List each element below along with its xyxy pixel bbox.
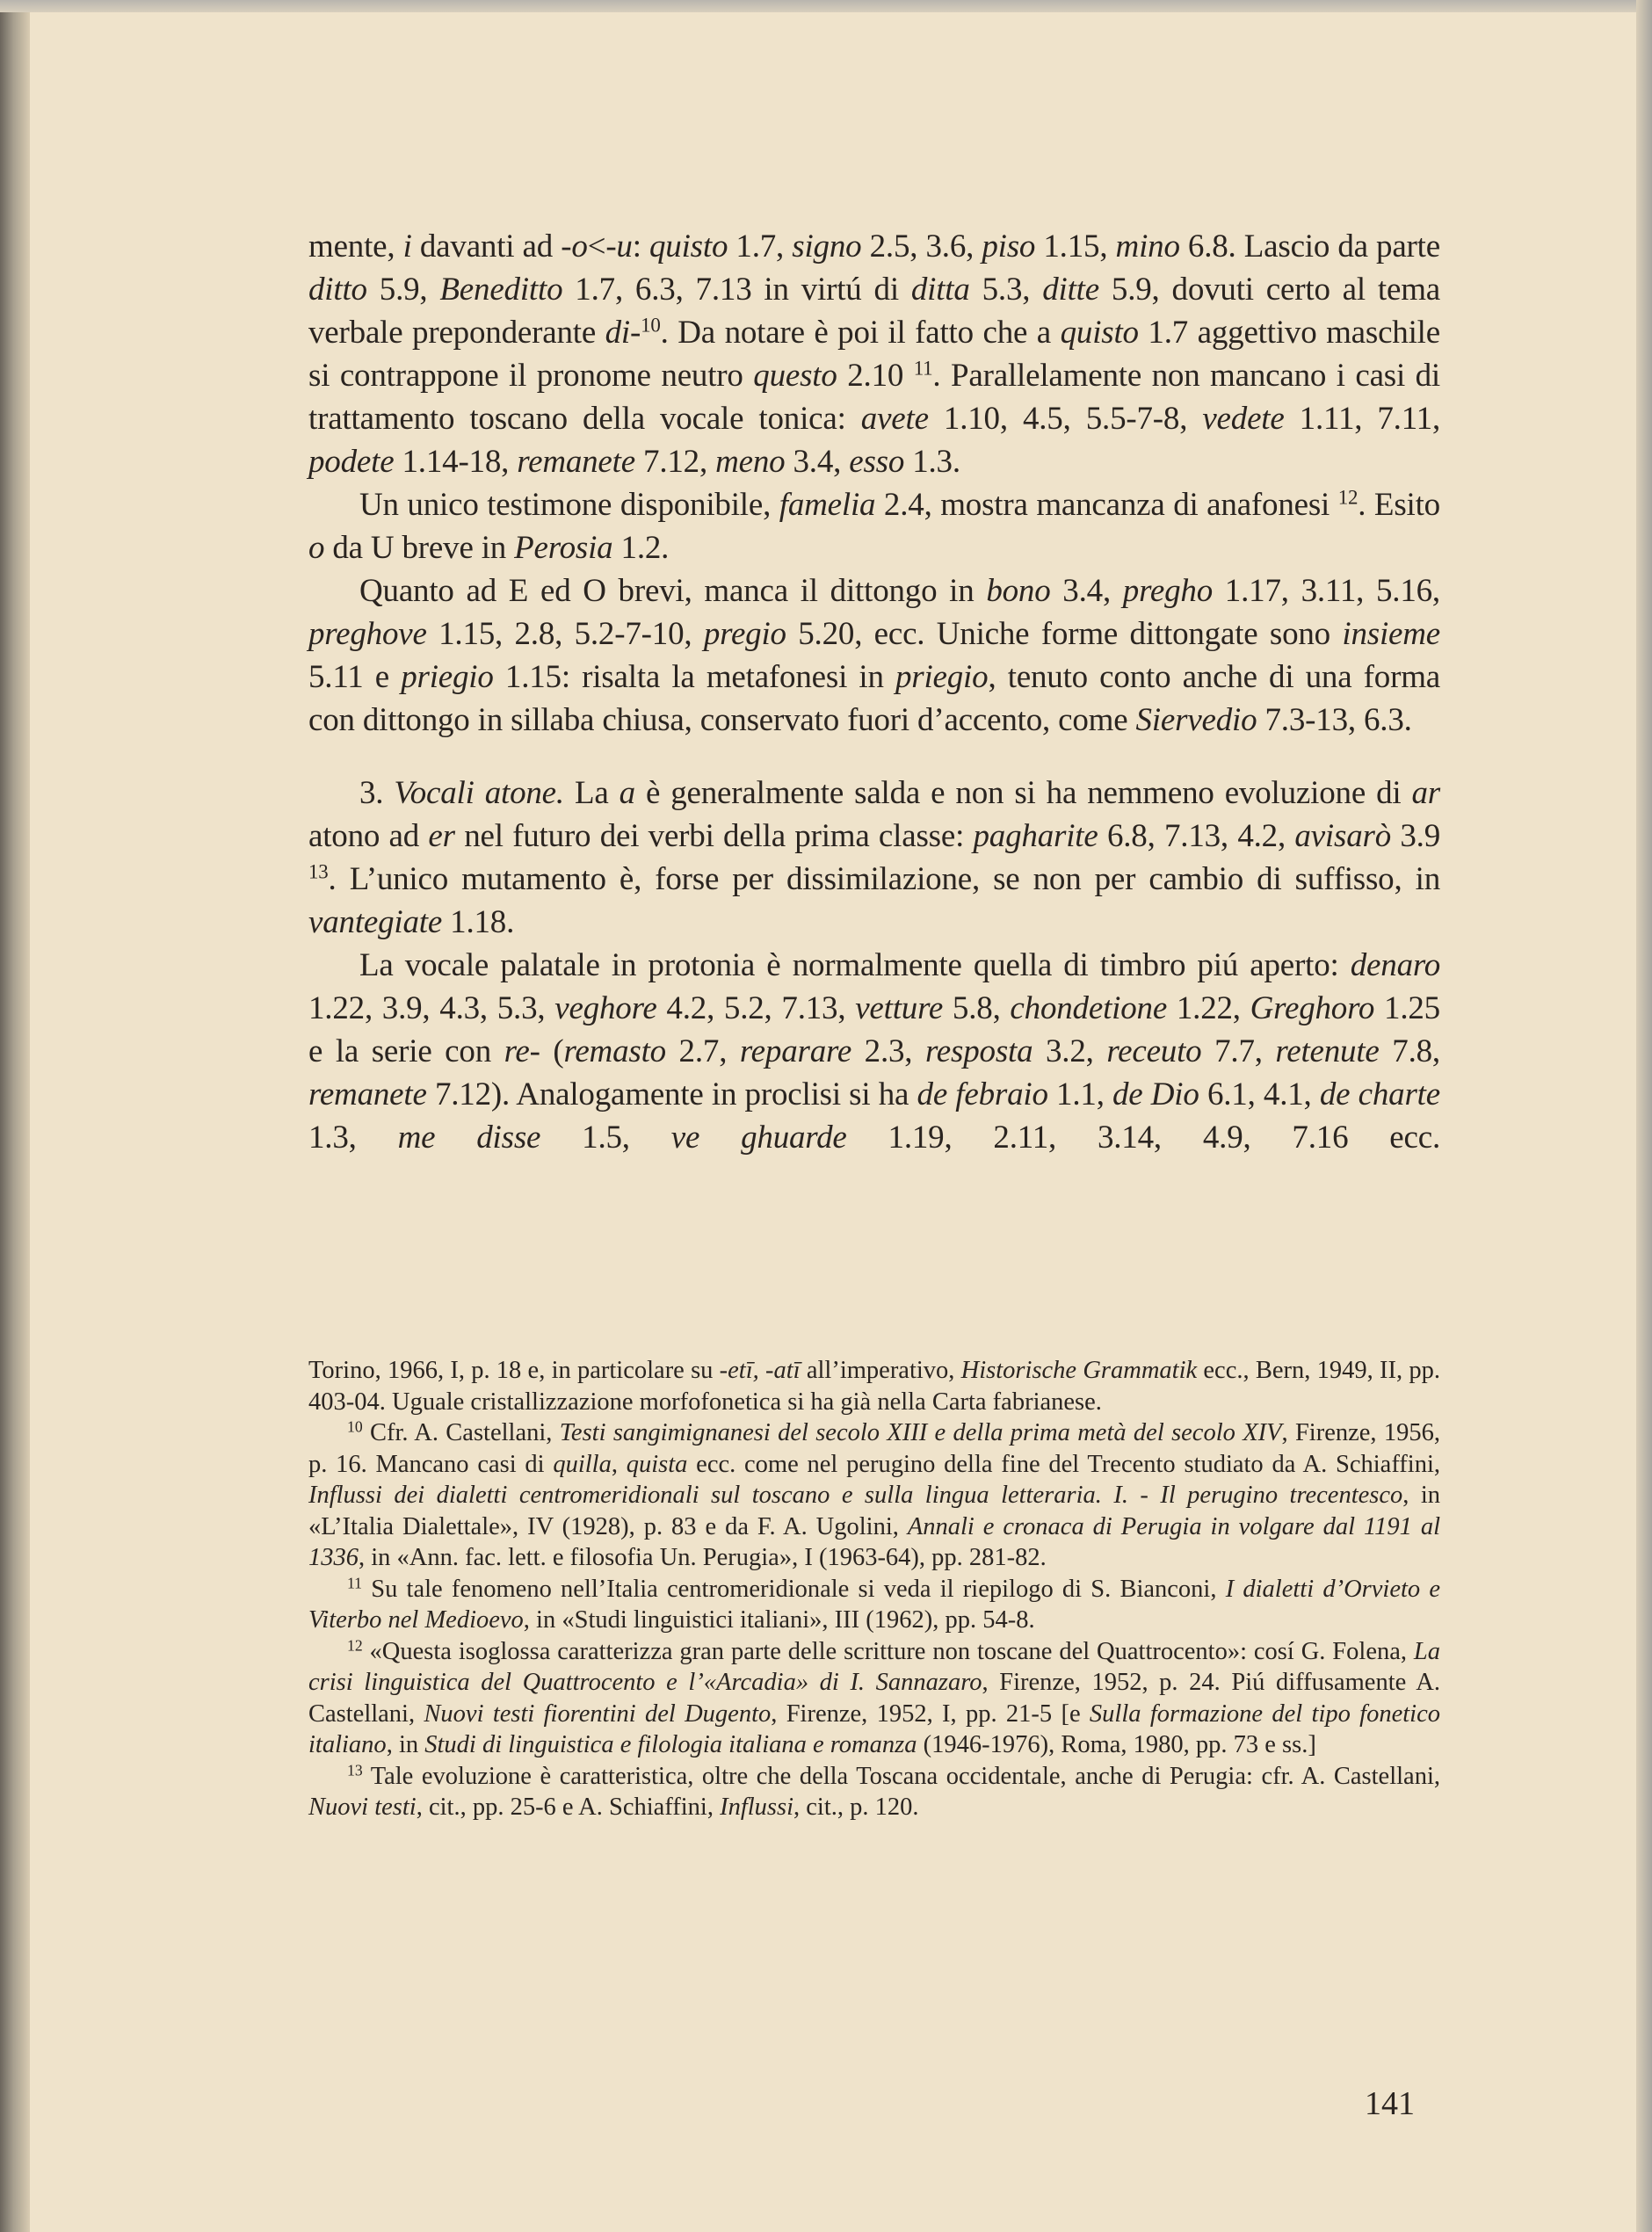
footnote <box>308 1355 1440 1417</box>
scan-right-edge <box>1636 0 1652 2232</box>
paragraph <box>308 772 1440 944</box>
italic-text: i <box>402 228 412 265</box>
text-run: all’imperativo, <box>800 1357 961 1384</box>
text-run: , Firenze, 1952, I, pp. 21-5 [e <box>771 1699 1090 1728</box>
text-run: , cit., p. 120. <box>793 1794 919 1821</box>
italic-text: quilla <box>553 1450 612 1478</box>
text-run: , in «L’Italia Dialettale», IV (1928), p. 83 e da F. A. Ugolini, <box>308 1482 1440 1540</box>
italic-text: priegio <box>401 659 494 695</box>
text-run: 3.4, <box>1050 573 1123 609</box>
italic-text: avete <box>860 401 929 437</box>
text-run: 5.3, <box>969 272 1043 308</box>
text-run: 1.5, <box>540 1120 671 1156</box>
text-run: , in «Ann. fac. lett. e filosofia Un. Perugia», I (1963-64), pp. 281-82. <box>359 1544 1047 1571</box>
italic-text: Nuovi testi fiorentini del Dugento <box>424 1699 772 1728</box>
paragraph <box>308 569 1440 742</box>
italic-text: Influssi dei dialetti centromeridionali sul toscano e sulla lingua letteraria. I. - Il perugino trecentesco <box>308 1482 1403 1509</box>
italic-text: me disse <box>397 1120 541 1156</box>
text-run: 1.15, <box>1035 228 1116 265</box>
text-run: 2.3, <box>851 1033 925 1069</box>
text-run: . Parallelamente non mancano i casi di trattamento toscano della vocale tonica: <box>308 358 1440 437</box>
italic-text: ve ghuarde <box>670 1120 847 1156</box>
italic-text: Influssi <box>720 1794 794 1821</box>
text-run: 3. <box>359 775 395 811</box>
italic-text: piso <box>982 228 1036 265</box>
italic-text: Testi sangimignanesi del secolo XIII e della prima metà del secolo XIV <box>559 1419 1282 1446</box>
italic-text: vedete <box>1202 401 1285 437</box>
text-run: 5.9, dovuti certo al tema verbale preponderante <box>308 272 1440 351</box>
italic-text: questo <box>753 358 837 394</box>
italic-text: remanete <box>308 1076 427 1112</box>
text-run: 7.3-13, 6.3. <box>1257 702 1412 738</box>
italic-text: pregho <box>1122 573 1214 609</box>
italic-text: -u <box>605 228 633 265</box>
paragraph <box>308 483 1440 569</box>
italic-text: Vocali atone. <box>394 775 564 811</box>
italic-text: pagharite <box>973 818 1098 854</box>
italic-text: esso <box>849 444 905 480</box>
italic-text: Siervedio <box>1135 702 1257 738</box>
italic-text: ar <box>1411 775 1440 811</box>
body-text <box>308 225 1440 1159</box>
text-run: 5.20, ecc. Uniche forme dittongate sono <box>786 616 1343 652</box>
footnote-ref: 10 <box>641 314 661 337</box>
text-run: 1.3. <box>904 444 960 480</box>
text-run: nel futuro dei verbi della prima classe: <box>454 818 974 854</box>
italic-text: famelia <box>779 487 876 523</box>
text-run: 1.15, 2.8, 5.2-7-10, <box>426 616 704 652</box>
text-run: 1.25 e la serie con <box>308 990 1440 1069</box>
italic-text: ditta <box>910 272 970 308</box>
text-run: 7.7, <box>1201 1033 1276 1069</box>
italic-text: -etī, -atī <box>719 1357 801 1384</box>
italic-text: resposta <box>924 1033 1033 1069</box>
italic-text: podete <box>308 444 395 480</box>
text-run: 5.11 e <box>308 659 402 695</box>
italic-text: veghore <box>554 990 657 1026</box>
footnote <box>308 1761 1440 1823</box>
italic-text: quisto <box>1060 315 1139 351</box>
italic-text: remasto <box>563 1033 666 1069</box>
text-run: 1.17, 3.11, 5.16, <box>1213 573 1440 609</box>
text-run: 7.8, <box>1379 1033 1440 1069</box>
text-run: 7.12). Analogamente in proclisi si ha <box>426 1076 917 1112</box>
italic-text: chondetione <box>1010 990 1168 1026</box>
italic-text: quisto <box>648 228 728 265</box>
italic-text: bono <box>986 573 1051 609</box>
italic-text: a <box>619 775 635 811</box>
italic-text: Perosia <box>514 530 613 566</box>
text-run: 1.1, <box>1047 1076 1112 1112</box>
text-run: 1.18. <box>442 904 515 940</box>
text-run: «Questa isoglossa caratterizza gran parte delle scritture non toscane del Quattrocento»: cosí G. Folena, <box>362 1637 1414 1665</box>
italic-text: remanete <box>517 444 635 480</box>
text-run: < <box>587 228 606 265</box>
text-run: Torino, 1966, I, p. 18 e, in particolare su <box>308 1357 720 1384</box>
text-run: 1.14-18, <box>394 444 518 480</box>
italic-text: de febraio <box>917 1076 1048 1112</box>
italic-text: Annali e cronaca di Perugia in volgare dal 1191 al 1336 <box>308 1512 1440 1571</box>
italic-text: pregio <box>703 616 786 652</box>
text-run: mente, <box>308 228 403 265</box>
italic-text: quista <box>626 1450 688 1478</box>
italic-text: retenute <box>1275 1033 1380 1069</box>
italic-text: mino <box>1115 228 1180 265</box>
text-run: Un unico testimone disponibile, <box>359 487 779 523</box>
text-run: 6.8, 7.13, 4.2, <box>1098 818 1295 854</box>
text-run: , Firenze, 1952, p. 24. Piú diffusamente A. Castellani, <box>308 1669 1440 1728</box>
text-run: , cit., pp. 25-6 e A. Schiaffini, <box>416 1794 721 1821</box>
italic-text: vetture <box>855 990 944 1026</box>
italic-text: preghove <box>308 616 427 652</box>
text-run: 1.15: risalta la metafonesi in <box>493 659 895 695</box>
text-run: 1.7 aggettivo maschile si contrappone il pronome neutro <box>308 315 1440 394</box>
italic-text: ditte <box>1042 272 1099 308</box>
italic-text: ditto <box>308 272 367 308</box>
text-run: davanti ad <box>411 228 562 265</box>
italic-text: -o <box>561 228 588 265</box>
text-run: 1.7, <box>728 228 793 265</box>
footnote <box>308 1636 1440 1761</box>
footnote-ref: 13 <box>308 860 329 883</box>
text-run: La <box>563 775 620 811</box>
text-run: 3.9 <box>1391 818 1440 854</box>
text-run: 3.4, <box>785 444 850 480</box>
text-run: 2.7, <box>665 1033 740 1069</box>
text-run: , Firenze, 1956, p. 16. Mancano casi di <box>308 1419 1440 1478</box>
text-run: Quanto ad E ed O brevi, manca il dittongo in <box>359 573 987 609</box>
text-run: 2.4, mostra mancanza di anafonesi <box>875 487 1338 523</box>
text-run: . Da notare è poi il fatto che a <box>660 315 1061 351</box>
text-run: 6.1, 4.1, <box>1199 1076 1320 1112</box>
italic-text: denaro <box>1350 947 1440 983</box>
text-run: 1.19, 2.11, 3.14, 4.9, 7.16 ecc. <box>846 1120 1440 1156</box>
text-run: (1946-1976), Roma, 1980, pp. 73 e ss.] <box>917 1731 1316 1758</box>
footnote-ref: 13 <box>347 1760 363 1779</box>
text-run: 1.2. <box>612 530 670 566</box>
text-run: è generalmente salda e non si ha nemmeno evoluzione di <box>634 775 1412 811</box>
text-run: 7.12, <box>634 444 716 480</box>
scan-top-edge <box>0 0 1652 12</box>
italic-text: receuto <box>1106 1033 1202 1069</box>
text-run: 2.10 <box>837 358 914 394</box>
italic-text: I dialetti d’Orvieto e Viterbo nel Medioevo <box>308 1575 1440 1634</box>
italic-text: La crisi linguistica del Quattrocento e l’«Arcadia» di I. Sannazaro <box>308 1637 1440 1696</box>
italic-text: Studi di linguistica e filologia italiana e romanza <box>424 1731 917 1758</box>
text-run: atono ad <box>308 818 429 854</box>
italic-text: insieme <box>1342 616 1441 652</box>
footnote <box>308 1574 1440 1636</box>
footnote-ref: 11 <box>347 1573 363 1591</box>
text-run: ecc. come nel perugino della fine del Trecento studiato da A. Schiaffini, <box>687 1450 1440 1478</box>
text-run: , in «Studi linguistici italiani», III (1962), pp. 54-8. <box>523 1606 1035 1634</box>
italic-text: signo <box>792 228 862 265</box>
text-run: ( <box>540 1033 564 1069</box>
text-run: da U breve in <box>324 530 515 566</box>
footnote <box>308 1417 1440 1574</box>
footnotes <box>308 1355 1440 1823</box>
italic-text: Historische Grammatik <box>960 1357 1198 1384</box>
italic-text: reparare <box>739 1033 852 1069</box>
text-run: 1.11, 7.11, <box>1284 401 1440 437</box>
text-run: 3.2, <box>1032 1033 1107 1069</box>
italic-text: de Dio <box>1112 1076 1199 1112</box>
footnote-ref: 12 <box>1337 486 1359 509</box>
italic-text: Sulla formazione del tipo fonetico italiano <box>308 1699 1440 1758</box>
text-run: . Esito <box>1358 487 1440 523</box>
text-run: , <box>611 1450 627 1478</box>
text-run: 1.3, <box>308 1120 398 1156</box>
text-run: , in <box>386 1731 425 1758</box>
paragraph <box>308 944 1440 1159</box>
text-run: 4.2, 5.2, 7.13, <box>656 990 856 1026</box>
text-run: . L’unico mutamento è, forse per dissimilazione, se non per cambio di suffisso, in <box>328 861 1440 897</box>
italic-text: Beneditto <box>439 272 563 308</box>
italic-text: priegio <box>895 659 989 695</box>
italic-text: Nuovi testi <box>308 1794 417 1821</box>
footnote-ref: 12 <box>347 1635 363 1654</box>
italic-text: o <box>308 530 325 566</box>
book-binding-edge <box>0 0 30 2232</box>
text-run: 1.10, 4.5, 5.5-7-8, <box>928 401 1203 437</box>
text-run: Tale evoluzione è caratteristica, oltre che della Toscana occidentale, anche di Perugia: cfr. A. Castellani, <box>362 1762 1440 1790</box>
text-run: 2.5, 3.6, <box>861 228 982 265</box>
italic-text: di- <box>605 315 641 351</box>
italic-text: meno <box>715 444 786 480</box>
text-run: 5.8, <box>943 990 1011 1026</box>
italic-text: re- <box>504 1033 540 1069</box>
italic-text: de charte <box>1319 1076 1440 1112</box>
text-run: Su tale fenomeno nell’Italia centromeridionale si veda il riepilogo di S. Bianconi, <box>362 1575 1226 1603</box>
text-run: 1.7, 6.3, 7.13 in virtú di <box>562 272 911 308</box>
text-run: Cfr. A. Castellani, <box>362 1419 560 1446</box>
italic-text: vantegiate <box>308 904 443 940</box>
text-run: ecc., Bern, 1949, II, pp. 403-04. Uguale cristallizzazione morfofonetica si ha già nella Carta fabrianese. <box>308 1357 1440 1416</box>
text-run: 1.22, <box>1167 990 1250 1026</box>
italic-text: Greghoro <box>1250 990 1375 1026</box>
footnote-ref: 11 <box>913 357 933 380</box>
text-run: 1.22, 3.9, 4.3, 5.3, <box>308 990 555 1026</box>
italic-text: avisarò <box>1294 818 1391 854</box>
text-run: , tenuto conto anche di una forma con dittongo in sillaba chiusa, conservato fuori d’accento, come <box>308 659 1440 738</box>
paragraph <box>308 225 1440 483</box>
page-number: 141 <box>1365 2085 1415 2122</box>
text-run: 6.8. Lascio da parte <box>1179 228 1440 265</box>
footnote-ref: 10 <box>347 1417 363 1436</box>
text-run: 5.9, <box>366 272 440 308</box>
text-run: : <box>632 228 649 265</box>
italic-text: er <box>428 818 455 854</box>
text-run: La vocale palatale in protonia è normalmente quella di timbro piú aperto: <box>359 947 1351 983</box>
